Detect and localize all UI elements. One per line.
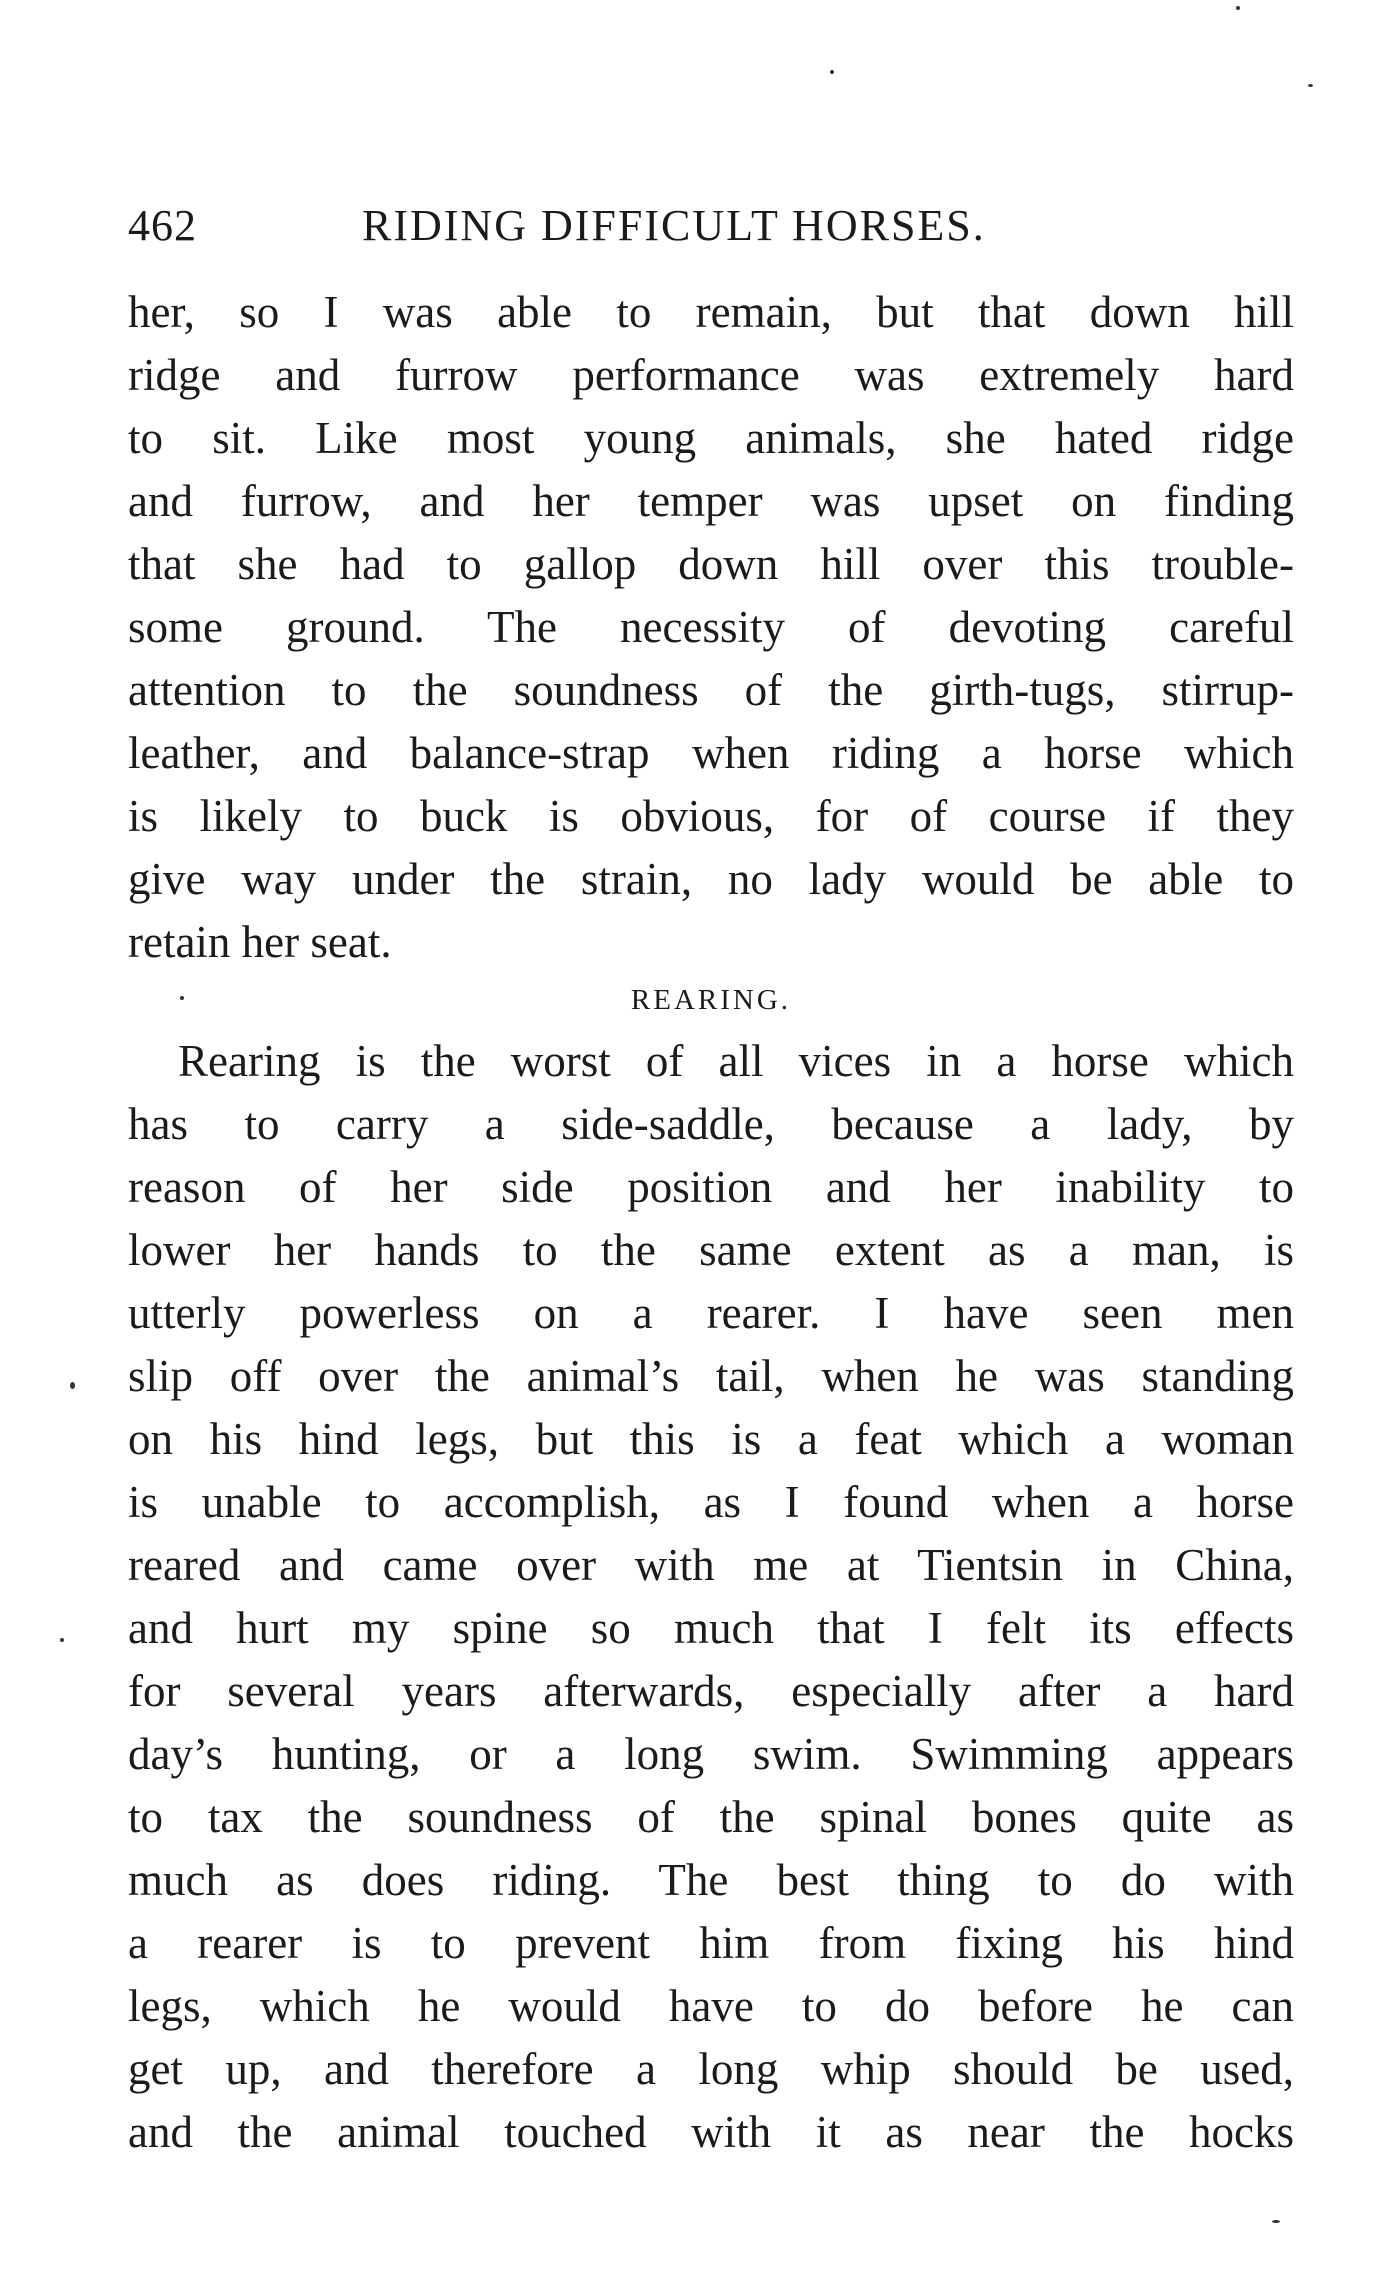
text-line: and the animal touched with it as near the hocks — [128, 2107, 1294, 2157]
text-line: and furrow, and her temper was upset on finding — [128, 476, 1294, 526]
text-line: her, so I was able to remain, but that down hill — [128, 287, 1294, 337]
text-line: on his hind legs, but this is a feat which a woman — [128, 1414, 1294, 1464]
section-heading: REARING. — [630, 984, 792, 1016]
text-line: much as does riding. The best thing to do with — [128, 1855, 1294, 1905]
scan-speck — [1272, 2220, 1280, 2223]
text-line: get up, and therefore a long whip should be used, — [128, 2044, 1294, 2094]
text-line: ridge and furrow performance was extremely hard — [128, 350, 1294, 400]
text-line: to sit. Like most young animals, she hated ridge — [128, 413, 1294, 463]
scan-speck — [60, 1638, 64, 1642]
paragraph-buck — [128, 281, 1294, 974]
running-title: RIDING DIFFICULT HORSES. — [362, 201, 986, 250]
text-line: legs, which he would have to do before he can — [128, 1981, 1294, 2031]
text-line: to tax the soundness of the spinal bones quite as — [128, 1792, 1294, 1842]
text-line: some ground. The necessity of devoting careful — [128, 602, 1294, 652]
text-line: attention to the soundness of the girth-tugs, stirrup- — [128, 665, 1294, 715]
scan-speck — [1308, 84, 1313, 87]
text-line: slip off over the animal’s tail, when he was standing — [128, 1351, 1294, 1401]
text-line: is unable to accomplish, as I found when a horse — [128, 1477, 1294, 1527]
text-line: reared and came over with me at Tientsin in China, — [128, 1540, 1294, 1590]
text-line: utterly powerless on a rearer. I have seen men — [128, 1288, 1294, 1338]
text-line: day’s hunting, or a long swim. Swimming appears — [128, 1729, 1294, 1779]
text-line: leather, and balance-strap when riding a horse which — [128, 728, 1294, 778]
text-line: a rearer is to prevent him from fixing his hind — [128, 1918, 1294, 1968]
text-line: reason of her side position and her inability to — [128, 1162, 1294, 1212]
text-line: for several years afterwards, especially after a hard — [128, 1666, 1294, 1716]
text-line: lower her hands to the same extent as a man, is — [128, 1225, 1294, 1275]
scan-speck — [180, 996, 184, 1000]
page-number: 462 — [128, 201, 197, 250]
scan-speck — [1236, 6, 1240, 10]
text-line: has to carry a side-saddle, because a lady, by — [128, 1099, 1294, 1149]
text-line: that she had to gallop down hill over this trouble- — [128, 539, 1294, 589]
paragraph-rearing — [128, 1030, 1294, 2164]
text-line: is likely to buck is obvious, for of course if they — [128, 791, 1294, 841]
text-line: give way under the strain, no lady would be able to — [128, 854, 1294, 904]
scan-speck — [70, 1382, 75, 1389]
running-head — [128, 196, 1288, 256]
text-line: retain her seat. — [128, 917, 392, 967]
text-line: and hurt my spine so much that I felt its effects — [128, 1603, 1294, 1653]
text-line: Rearing is the worst of all vices in a horse which — [178, 1036, 1294, 1086]
scan-speck — [830, 70, 834, 74]
